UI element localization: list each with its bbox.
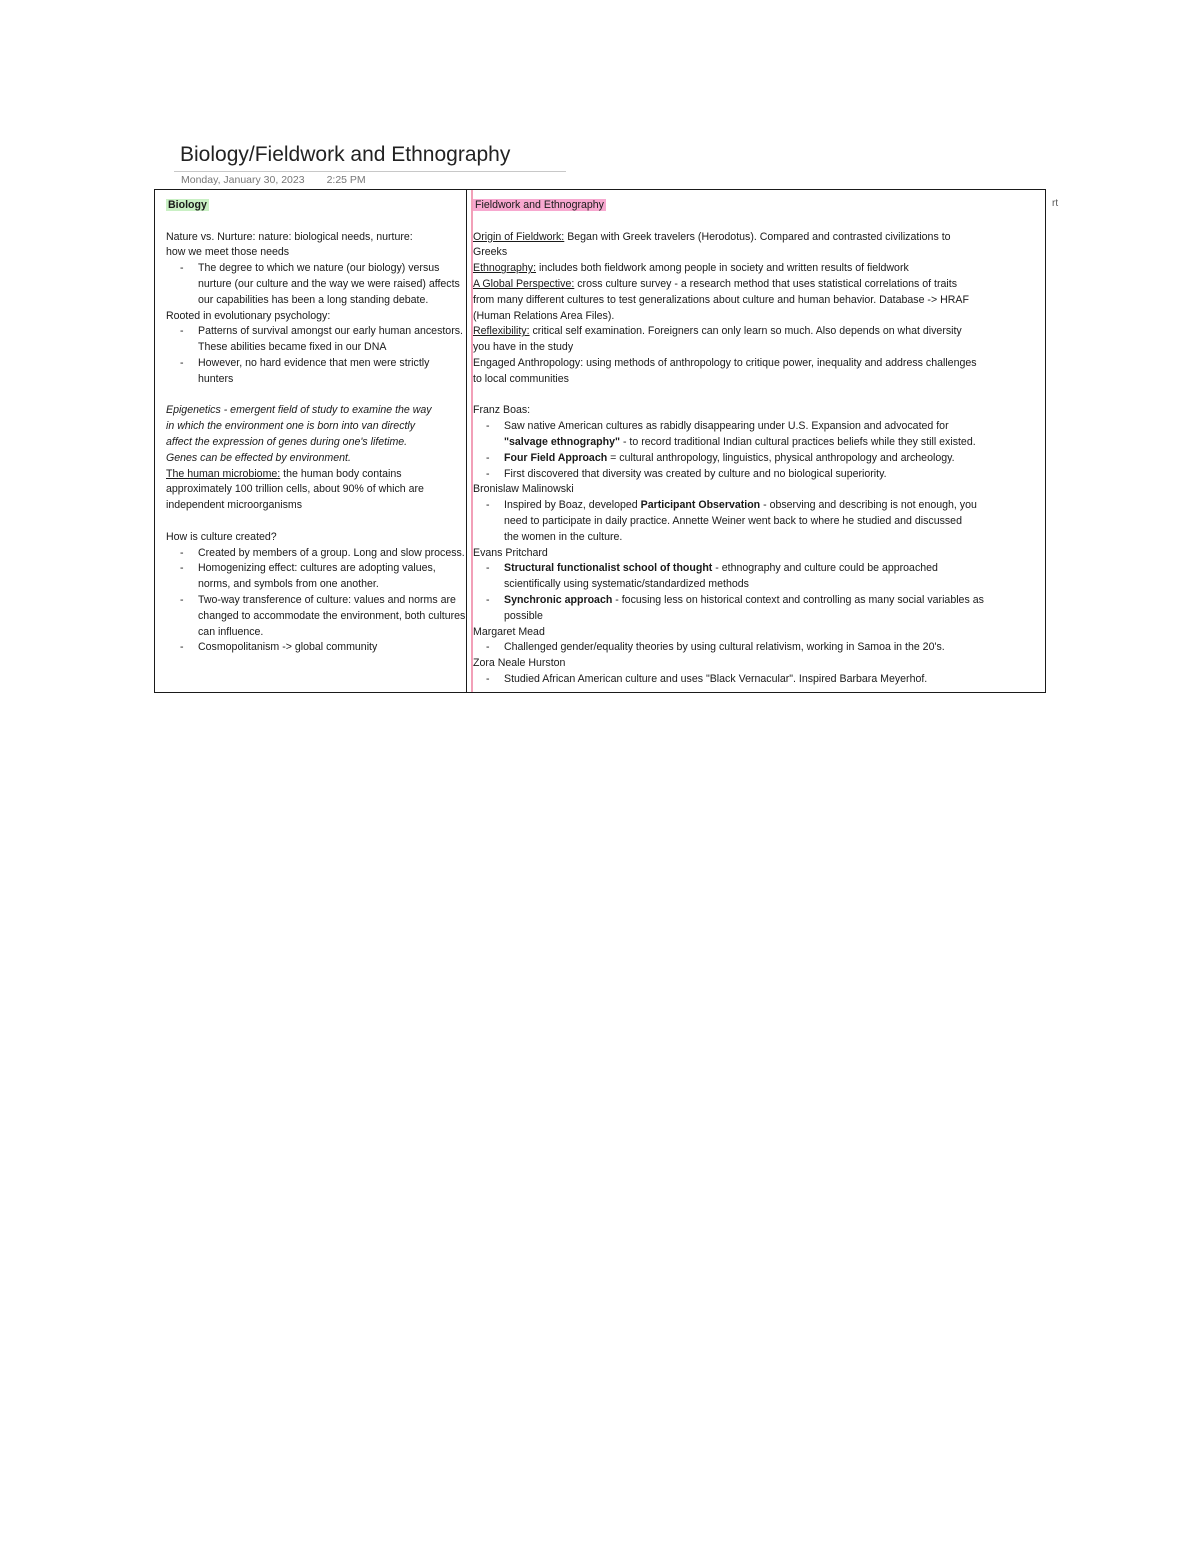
boas-bullet-2: = cultural anthropology, linguistics, physical anthropology and archeology. bbox=[607, 451, 955, 464]
engaged-line-1: Engaged Anthropology: using methods of anthropology to critique power, inequality and address challenges bbox=[473, 356, 977, 369]
ethnography-label: Ethnography: bbox=[473, 262, 537, 275]
engaged-line-2: to local communities bbox=[473, 372, 569, 385]
microbiome-line-3: independent microorganisms bbox=[166, 499, 303, 512]
epigenetics-line-3: affect the expression of genes during one's lifetime. bbox=[166, 435, 408, 448]
mead-heading: Margaret Mead bbox=[473, 625, 545, 638]
malinowski-bullet-bold: Participant Observation bbox=[640, 499, 761, 512]
boas-bullet-2-bold: Four Field Approach bbox=[504, 451, 608, 464]
list-item: - Synchronic approach - focusing less on historical context and controlling as many social variables as possible bbox=[486, 593, 984, 622]
pritchard-bullet-1-line-1: - ethnography and culture could be approached bbox=[712, 562, 938, 575]
culture-bullet-3: Two-way transference of culture: values and norms are changed to accommodate the environment, both cultures can influence. bbox=[198, 593, 466, 638]
reflexibility-line-1: critical self examination. Foreigners can only learn so much. Also depends on what diversity bbox=[529, 325, 962, 338]
nature-intro-line-2: how we meet those needs bbox=[166, 246, 290, 259]
list-item: - Challenged gender/equality theories by using cultural relativism, working in Samoa in the 20's. bbox=[486, 641, 945, 654]
culture-bullet-2: Homogenizing effect: cultures are adopting values, norms, and symbols from one another. bbox=[198, 562, 436, 591]
list-item: - Inspired by Boaz, developed Participant Observation - observing and describing is not enough, you need to participate in daily practice. Annette Weiner went back to where he studied and discussed the women in the culture. bbox=[486, 499, 977, 543]
ethnography-text: includes both fieldwork among people in society and written results of fieldwork bbox=[536, 262, 909, 275]
list-item: - Studied African American culture and uses "Black Vernacular". Inspired Barbara Meyerhof. bbox=[486, 672, 928, 685]
malinowski-bullet-line-4: the women in the culture. bbox=[504, 530, 623, 543]
list-item: - Homogenizing effect: cultures are adopting values, norms, and symbols from one another. bbox=[180, 562, 436, 591]
culture-bullet-1: Created by members of a group. Long and slow process. bbox=[198, 546, 465, 559]
reflexibility-line-2: you have in the study bbox=[473, 341, 574, 354]
list-item: - Saw native American cultures as rabidly disappearing under U.S. Expansion and advocated for "salvage ethnography" - to record traditional Indian cultural practices beliefs while they still existed. bbox=[486, 420, 976, 448]
origin-line-1: Began with Greek travelers (Herodotus). Compared and contrasted civilizations to bbox=[564, 230, 951, 243]
origin-label: Origin of Fieldwork: bbox=[473, 230, 565, 243]
list-item: - Cosmopolitanism -> global community bbox=[180, 641, 378, 654]
page-title: Biology/Fieldwork and Ethnography bbox=[180, 143, 511, 166]
malinowski-bullet-line-2: - observing and describing is not enough, you bbox=[760, 499, 977, 512]
culture-bullet-4: Cosmopolitanism -> global community bbox=[198, 641, 378, 654]
pritchard-bullet-1-bold: Structural functionalist school of thought bbox=[504, 562, 713, 575]
list-item: - First discovered that diversity was created by culture and no biological superiority. bbox=[486, 467, 887, 480]
microbiome-line-2: approximately 100 trillion cells, about 90% of which are bbox=[166, 483, 424, 496]
nature-bullet: The degree to which we nature (our biology) versus nurture (our culture and the way we were raised) affects our capabilities has been a long standing debate. bbox=[198, 262, 460, 306]
notes-table[interactable] bbox=[154, 189, 1046, 693]
fieldwork-column[interactable] bbox=[467, 190, 1045, 692]
nature-intro-line-1: Nature vs. Nurture: nature: biological needs, nurture: bbox=[166, 230, 413, 243]
list-item: - Structural functionalist school of thought - ethnography and culture could be approached scientifically using systematic/standardized methods bbox=[486, 562, 938, 591]
boas-bullet-1-line-2: - to record traditional Indian cultural practices beliefs while they still existed. bbox=[620, 435, 976, 448]
origin-line-2: Greeks bbox=[473, 246, 508, 259]
rooted-bullet-2: However, no hard evidence that men were strictly hunters bbox=[198, 356, 430, 385]
hurston-bullet: Studied African American culture and uses "Black Vernacular". Inspired Barbara Meyerhof. bbox=[504, 672, 928, 685]
page-time: 2:25 PM bbox=[326, 174, 366, 186]
boas-bullet-1-line-1: Saw native American cultures as rabidly disappearing under U.S. Expansion and advocated for bbox=[504, 420, 949, 433]
page-timestamp bbox=[181, 174, 366, 186]
fieldwork-heading: Fieldwork and Ethnography bbox=[475, 199, 604, 211]
list-item: - Patterns of survival amongst our early human ancestors. These abilities became fixed in our DNA bbox=[180, 325, 463, 354]
list-item: - Four Field Approach = cultural anthropology, linguistics, physical anthropology and archeology. bbox=[486, 451, 955, 464]
reflexibility-label: Reflexibility: bbox=[473, 325, 530, 338]
malinowski-heading: Bronislaw Malinowski bbox=[473, 483, 574, 496]
list-item: - Two-way transference of culture: values and norms are changed to accommodate the environment, both cultures can influence. bbox=[180, 593, 466, 638]
pritchard-bullet-2-line-1: - focusing less on historical context and controlling as many social variables as bbox=[612, 593, 984, 606]
pritchard-heading: Evans Pritchard bbox=[473, 546, 548, 559]
rooted-bullet-1: Patterns of survival amongst our early human ancestors. These abilities became fixed in our DNA bbox=[198, 325, 463, 354]
epigenetics-line-4: Genes can be effected by environment. bbox=[166, 451, 351, 464]
mead-bullet: Challenged gender/equality theories by using cultural relativism, working in Samoa in the 20's. bbox=[504, 641, 945, 654]
pritchard-bullet-2-bold: Synchronic approach bbox=[504, 593, 613, 606]
microbiome-line-1: the human body contains bbox=[280, 467, 402, 480]
list-item: - However, no hard evidence that men were strictly hunters bbox=[180, 356, 430, 385]
global-line-2: from many different cultures to test generalizations about culture and human behavior. Database -> HRAF bbox=[473, 293, 969, 306]
global-line-1: cross culture survey - a research method that uses statistical correlations of traits bbox=[574, 277, 958, 290]
hurston-heading: Zora Neale Hurston bbox=[473, 657, 566, 670]
microbiome-label: The human microbiome: bbox=[166, 467, 281, 480]
global-label: A Global Perspective: bbox=[473, 277, 575, 290]
global-line-3: (Human Relations Area Files). bbox=[473, 309, 615, 322]
epigenetics-line-1: Epigenetics - emergent field of study to examine the way bbox=[166, 404, 432, 417]
page-date: Monday, January 30, 2023 bbox=[181, 174, 305, 186]
pritchard-bullet-1-line-2: scientifically using systematic/standardized methods bbox=[504, 578, 749, 591]
epigenetics-line-2: in which the environment one is born into van directly bbox=[166, 420, 416, 433]
stray-mark: rt bbox=[1052, 198, 1059, 209]
boas-bullet-1-bold: "salvage ethnography" bbox=[504, 435, 621, 448]
list-item: - Created by members of a group. Long and slow process. bbox=[180, 546, 465, 559]
list-item: - The degree to which we nature (our biology) versus nurture (our culture and the way we were raised) affects our capabilities has been a long standing debate. bbox=[180, 262, 460, 306]
culture-question: How is culture created? bbox=[166, 530, 277, 543]
malinowski-bullet-line-3: need to participate in daily practice. Annette Weiner went back to where he studied and discussed bbox=[504, 514, 962, 527]
boas-heading: Franz Boas: bbox=[473, 404, 531, 417]
biology-heading: Biology bbox=[168, 199, 207, 211]
biology-column[interactable] bbox=[155, 190, 467, 692]
pritchard-bullet-2-line-2: possible bbox=[504, 609, 543, 622]
rooted-line: Rooted in evolutionary psychology: bbox=[166, 309, 331, 322]
malinowski-bullet-line-1: Inspired by Boaz, developed bbox=[504, 499, 641, 512]
boas-bullet-3: First discovered that diversity was created by culture and no biological superiority. bbox=[504, 467, 887, 480]
title-divider bbox=[174, 171, 566, 172]
